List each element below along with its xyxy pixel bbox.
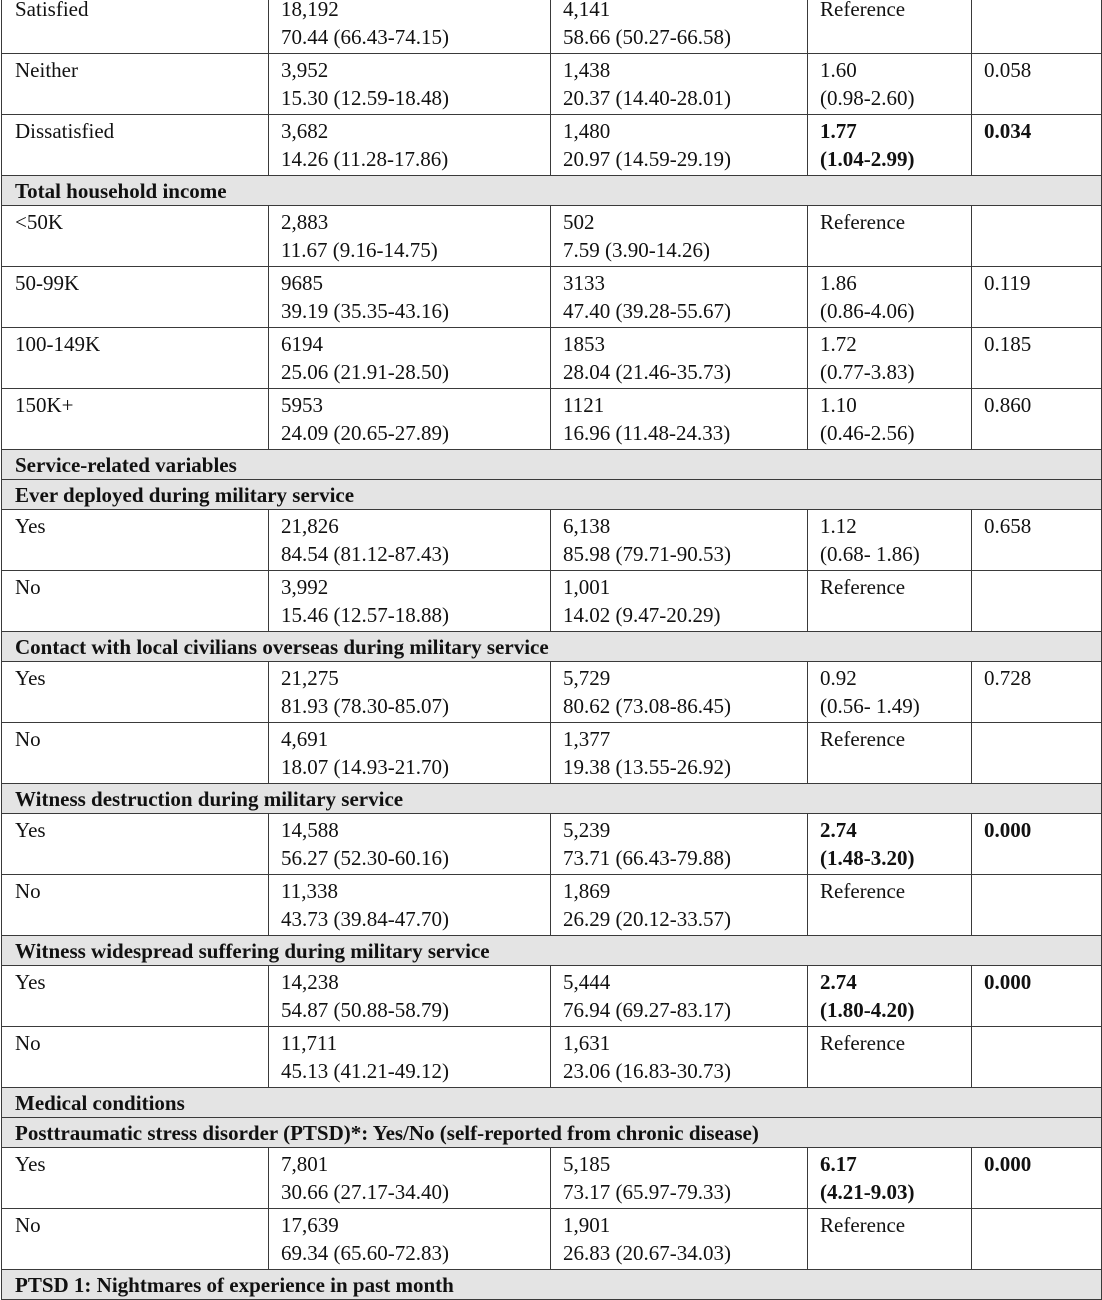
section-header-label: Medical conditions [2, 1088, 1102, 1118]
group-2-cell-line: 26.83 (20.67-34.03) [563, 1241, 731, 1265]
p-value-cell [972, 206, 1102, 267]
group-2-cell-line: 5,185 [563, 1152, 611, 1176]
table-row [2, 966, 1102, 1027]
row-label: No [2, 1027, 269, 1088]
table-row [2, 1209, 1102, 1270]
group-1-cell [269, 723, 551, 784]
section-header-label: Witness destruction during military service [2, 784, 1102, 814]
group-2-cell-line: 6,138 [563, 514, 611, 538]
group-1-cell [269, 389, 551, 450]
p-value-cell: 0.658 [972, 510, 1102, 571]
odds-ratio-cell-line: 0.92 [820, 666, 857, 690]
group-1-cell-line: 43.73 (39.84-47.70) [281, 907, 449, 931]
group-1-cell-line: 11,711 [281, 1031, 338, 1055]
p-value-cell [972, 0, 1102, 54]
section-header-label: Posttraumatic stress disorder (PTSD)*: Yes/No (self-reported from chronic disease) [2, 1118, 1102, 1148]
group-2-cell-line: 502 [563, 210, 595, 234]
group-2-cell [551, 206, 808, 267]
section-header-label: Service-related variables [2, 450, 1102, 480]
group-1-cell [269, 875, 551, 936]
group-1-cell-line: 39.19 (35.35-43.16) [281, 299, 449, 323]
section-header-row [2, 1270, 1102, 1300]
odds-ratio-cell-line: (1.80-4.20) [820, 998, 915, 1022]
row-label: 150K+ [2, 389, 269, 450]
row-label: Neither [2, 54, 269, 115]
odds-ratio-cell [808, 814, 972, 875]
odds-ratio-cell-line: (0.77-3.83) [820, 360, 915, 384]
odds-ratio-cell [808, 966, 972, 1027]
group-1-cell-line: 3,952 [281, 58, 329, 82]
p-value-cell: 0.034 [972, 115, 1102, 176]
group-1-cell [269, 54, 551, 115]
group-1-cell [269, 662, 551, 723]
group-2-cell-line: 80.62 (73.08-86.45) [563, 694, 731, 718]
odds-ratio-cell [808, 723, 972, 784]
p-value-cell: 0.000 [972, 966, 1102, 1027]
group-2-cell-line: 14.02 (9.47-20.29) [563, 603, 721, 627]
odds-ratio-cell-line: (4.21-9.03) [820, 1180, 915, 1204]
group-2-cell-line: 20.97 (14.59-29.19) [563, 147, 731, 171]
section-header-row [2, 1118, 1102, 1148]
group-2-cell-line: 26.29 (20.12-33.57) [563, 907, 731, 931]
group-1-cell [269, 966, 551, 1027]
group-1-cell-line: 17,639 [281, 1213, 339, 1237]
odds-ratio-cell-line: 1.60 [820, 58, 857, 82]
row-label: Yes [2, 1148, 269, 1209]
group-2-cell-line: 1853 [563, 332, 605, 356]
table-row [2, 662, 1102, 723]
section-header-label: PTSD 1: Nightmares of experience in past month [2, 1270, 1102, 1300]
group-2-cell [551, 814, 808, 875]
group-2-cell-line: 4,141 [563, 0, 611, 21]
group-2-cell [551, 875, 808, 936]
odds-ratio-cell-line: 2.74 [820, 970, 857, 994]
group-2-cell [551, 1148, 808, 1209]
group-2-cell-line: 1,869 [563, 879, 611, 903]
table-row [2, 875, 1102, 936]
row-label: No [2, 1209, 269, 1270]
group-1-cell [269, 1209, 551, 1270]
odds-ratio-cell-line: 1.10 [820, 393, 857, 417]
odds-ratio-cell-line: 1.77 [820, 119, 857, 143]
group-2-cell-line: 20.37 (14.40-28.01) [563, 86, 731, 110]
results-table [1, 0, 1102, 1300]
group-1-cell-line: 14,588 [281, 818, 339, 842]
p-value-cell [972, 571, 1102, 632]
odds-ratio-cell-line: Reference [820, 1031, 906, 1055]
odds-ratio-cell-line: Reference [820, 727, 906, 751]
group-1-cell-line: 81.93 (78.30-85.07) [281, 694, 449, 718]
p-value-cell [972, 1027, 1102, 1088]
table-row [2, 267, 1102, 328]
group-1-cell-line: 2,883 [281, 210, 329, 234]
odds-ratio-cell-line: (0.86-4.06) [820, 299, 915, 323]
section-header-row [2, 1088, 1102, 1118]
p-value-cell: 0.860 [972, 389, 1102, 450]
group-1-cell-line: 11,338 [281, 879, 338, 903]
group-1-cell [269, 1027, 551, 1088]
group-1-cell [269, 510, 551, 571]
group-2-cell-line: 1,377 [563, 727, 611, 751]
table-row [2, 0, 1102, 54]
table-row [2, 571, 1102, 632]
group-1-cell-line: 70.44 (66.43-74.15) [281, 25, 449, 49]
odds-ratio-cell-line: (1.04-2.99) [820, 147, 915, 171]
group-2-cell-line: 1,901 [563, 1213, 611, 1237]
group-1-cell [269, 571, 551, 632]
group-2-cell [551, 1027, 808, 1088]
odds-ratio-cell [808, 389, 972, 450]
group-1-cell-line: 15.30 (12.59-18.48) [281, 86, 449, 110]
odds-ratio-cell [808, 1027, 972, 1088]
odds-ratio-cell-line: 2.74 [820, 818, 857, 842]
group-2-cell-line: 76.94 (69.27-83.17) [563, 998, 731, 1022]
odds-ratio-cell-line: 1.72 [820, 332, 857, 356]
group-2-cell-line: 5,239 [563, 818, 611, 842]
group-2-cell [551, 0, 808, 54]
p-value-cell [972, 875, 1102, 936]
odds-ratio-cell-line: Reference [820, 0, 906, 21]
odds-ratio-cell [808, 875, 972, 936]
table-row [2, 206, 1102, 267]
p-value-cell [972, 1209, 1102, 1270]
group-2-cell-line: 5,444 [563, 970, 611, 994]
p-value-cell: 0.728 [972, 662, 1102, 723]
odds-ratio-cell-line: (1.48-3.20) [820, 846, 915, 870]
group-2-cell [551, 267, 808, 328]
group-2-cell-line: 73.71 (66.43-79.88) [563, 846, 731, 870]
group-2-cell-line: 1,438 [563, 58, 611, 82]
group-1-cell-line: 11.67 (9.16-14.75) [281, 238, 438, 262]
group-2-cell [551, 966, 808, 1027]
group-2-cell-line: 16.96 (11.48-24.33) [563, 421, 731, 445]
p-value-cell: 0.119 [972, 267, 1102, 328]
group-1-cell-line: 21,275 [281, 666, 339, 690]
section-header-label: Total household income [2, 176, 1102, 206]
group-1-cell-line: 25.06 (21.91-28.50) [281, 360, 449, 384]
group-1-cell-line: 4,691 [281, 727, 329, 751]
odds-ratio-cell-line: 1.86 [820, 271, 857, 295]
group-1-cell-line: 18,192 [281, 0, 339, 21]
group-2-cell-line: 58.66 (50.27-66.58) [563, 25, 731, 49]
row-label: Satisfied [2, 0, 269, 54]
group-1-cell-line: 21,826 [281, 514, 339, 538]
row-label: No [2, 723, 269, 784]
results-table-body [2, 0, 1102, 1300]
odds-ratio-cell-line: (0.68- 1.86) [820, 542, 920, 566]
odds-ratio-cell [808, 115, 972, 176]
section-header-row [2, 936, 1102, 966]
group-1-cell-line: 3,682 [281, 119, 329, 143]
row-label: No [2, 571, 269, 632]
odds-ratio-cell [808, 571, 972, 632]
group-1-cell-line: 9685 [281, 271, 323, 295]
p-value-cell: 0.058 [972, 54, 1102, 115]
p-value-cell: 0.000 [972, 1148, 1102, 1209]
row-label: 100-149K [2, 328, 269, 389]
group-2-cell [551, 510, 808, 571]
p-value-cell [972, 723, 1102, 784]
group-2-cell-line: 1,001 [563, 575, 611, 599]
p-value-cell: 0.000 [972, 814, 1102, 875]
group-2-cell [551, 389, 808, 450]
group-1-cell [269, 814, 551, 875]
group-2-cell [551, 328, 808, 389]
group-2-cell [551, 54, 808, 115]
group-2-cell-line: 7.59 (3.90-14.26) [563, 238, 710, 262]
group-1-cell-line: 56.27 (52.30-60.16) [281, 846, 449, 870]
group-2-cell-line: 3133 [563, 271, 605, 295]
group-2-cell-line: 1121 [563, 393, 605, 417]
group-1-cell [269, 1148, 551, 1209]
odds-ratio-cell-line: 6.17 [820, 1152, 857, 1176]
group-1-cell-line: 3,992 [281, 575, 329, 599]
group-2-cell-line: 28.04 (21.46-35.73) [563, 360, 731, 384]
table-row [2, 723, 1102, 784]
odds-ratio-cell-line: (0.46-2.56) [820, 421, 915, 445]
group-1-cell-line: 30.66 (27.17-34.40) [281, 1180, 449, 1204]
group-2-cell [551, 1209, 808, 1270]
row-label: Yes [2, 814, 269, 875]
table-row [2, 1027, 1102, 1088]
group-1-cell-line: 14,238 [281, 970, 339, 994]
group-1-cell [269, 206, 551, 267]
group-1-cell-line: 69.34 (65.60-72.83) [281, 1241, 449, 1265]
odds-ratio-cell [808, 206, 972, 267]
row-label: No [2, 875, 269, 936]
row-label: 50-99K [2, 267, 269, 328]
section-header-row [2, 450, 1102, 480]
p-value-cell: 0.185 [972, 328, 1102, 389]
group-1-cell-line: 24.09 (20.65-27.89) [281, 421, 449, 445]
group-2-cell [551, 115, 808, 176]
table-row [2, 510, 1102, 571]
section-header-row [2, 176, 1102, 206]
group-2-cell-line: 19.38 (13.55-26.92) [563, 755, 731, 779]
group-1-cell [269, 0, 551, 54]
odds-ratio-cell [808, 328, 972, 389]
odds-ratio-cell-line: Reference [820, 879, 906, 903]
group-1-cell [269, 115, 551, 176]
group-1-cell [269, 267, 551, 328]
section-header-label: Contact with local civilians overseas during military service [2, 632, 1102, 662]
table-row [2, 54, 1102, 115]
group-2-cell-line: 1,480 [563, 119, 611, 143]
group-2-cell [551, 571, 808, 632]
table-row [2, 328, 1102, 389]
table-row [2, 115, 1102, 176]
section-header-row [2, 632, 1102, 662]
group-1-cell-line: 18.07 (14.93-21.70) [281, 755, 449, 779]
group-1-cell-line: 45.13 (41.21-49.12) [281, 1059, 449, 1083]
group-2-cell [551, 662, 808, 723]
group-2-cell-line: 47.40 (39.28-55.67) [563, 299, 731, 323]
group-1-cell-line: 6194 [281, 332, 323, 356]
row-label: Yes [2, 966, 269, 1027]
group-1-cell-line: 84.54 (81.12-87.43) [281, 542, 449, 566]
odds-ratio-cell [808, 662, 972, 723]
row-label: Yes [2, 510, 269, 571]
group-2-cell-line: 1,631 [563, 1031, 611, 1055]
group-2-cell-line: 23.06 (16.83-30.73) [563, 1059, 731, 1083]
group-2-cell-line: 5,729 [563, 666, 611, 690]
group-1-cell [269, 328, 551, 389]
group-1-cell-line: 14.26 (11.28-17.86) [281, 147, 449, 171]
section-header-label: Ever deployed during military service [2, 480, 1102, 510]
table-row [2, 389, 1102, 450]
row-label: <50K [2, 206, 269, 267]
odds-ratio-cell [808, 0, 972, 54]
odds-ratio-cell [808, 1209, 972, 1270]
odds-ratio-cell-line: (0.98-2.60) [820, 86, 915, 110]
odds-ratio-cell-line: (0.56- 1.49) [820, 694, 920, 718]
odds-ratio-cell [808, 1148, 972, 1209]
group-1-cell-line: 15.46 (12.57-18.88) [281, 603, 449, 627]
group-2-cell-line: 85.98 (79.71-90.53) [563, 542, 731, 566]
odds-ratio-cell [808, 267, 972, 328]
odds-ratio-cell-line: Reference [820, 210, 906, 234]
row-label: Dissatisfied [2, 115, 269, 176]
group-1-cell-line: 5953 [281, 393, 323, 417]
section-header-row [2, 480, 1102, 510]
odds-ratio-cell-line: Reference [820, 1213, 906, 1237]
odds-ratio-cell-line: Reference [820, 575, 906, 599]
odds-ratio-cell-line: 1.12 [820, 514, 857, 538]
table-row [2, 814, 1102, 875]
section-header-label: Witness widespread suffering during military service [2, 936, 1102, 966]
group-2-cell [551, 723, 808, 784]
group-2-cell-line: 73.17 (65.97-79.33) [563, 1180, 731, 1204]
row-label: Yes [2, 662, 269, 723]
group-1-cell-line: 7,801 [281, 1152, 329, 1176]
odds-ratio-cell [808, 510, 972, 571]
odds-ratio-cell [808, 54, 972, 115]
section-header-row [2, 784, 1102, 814]
table-row [2, 1148, 1102, 1209]
group-1-cell-line: 54.87 (50.88-58.79) [281, 998, 449, 1022]
